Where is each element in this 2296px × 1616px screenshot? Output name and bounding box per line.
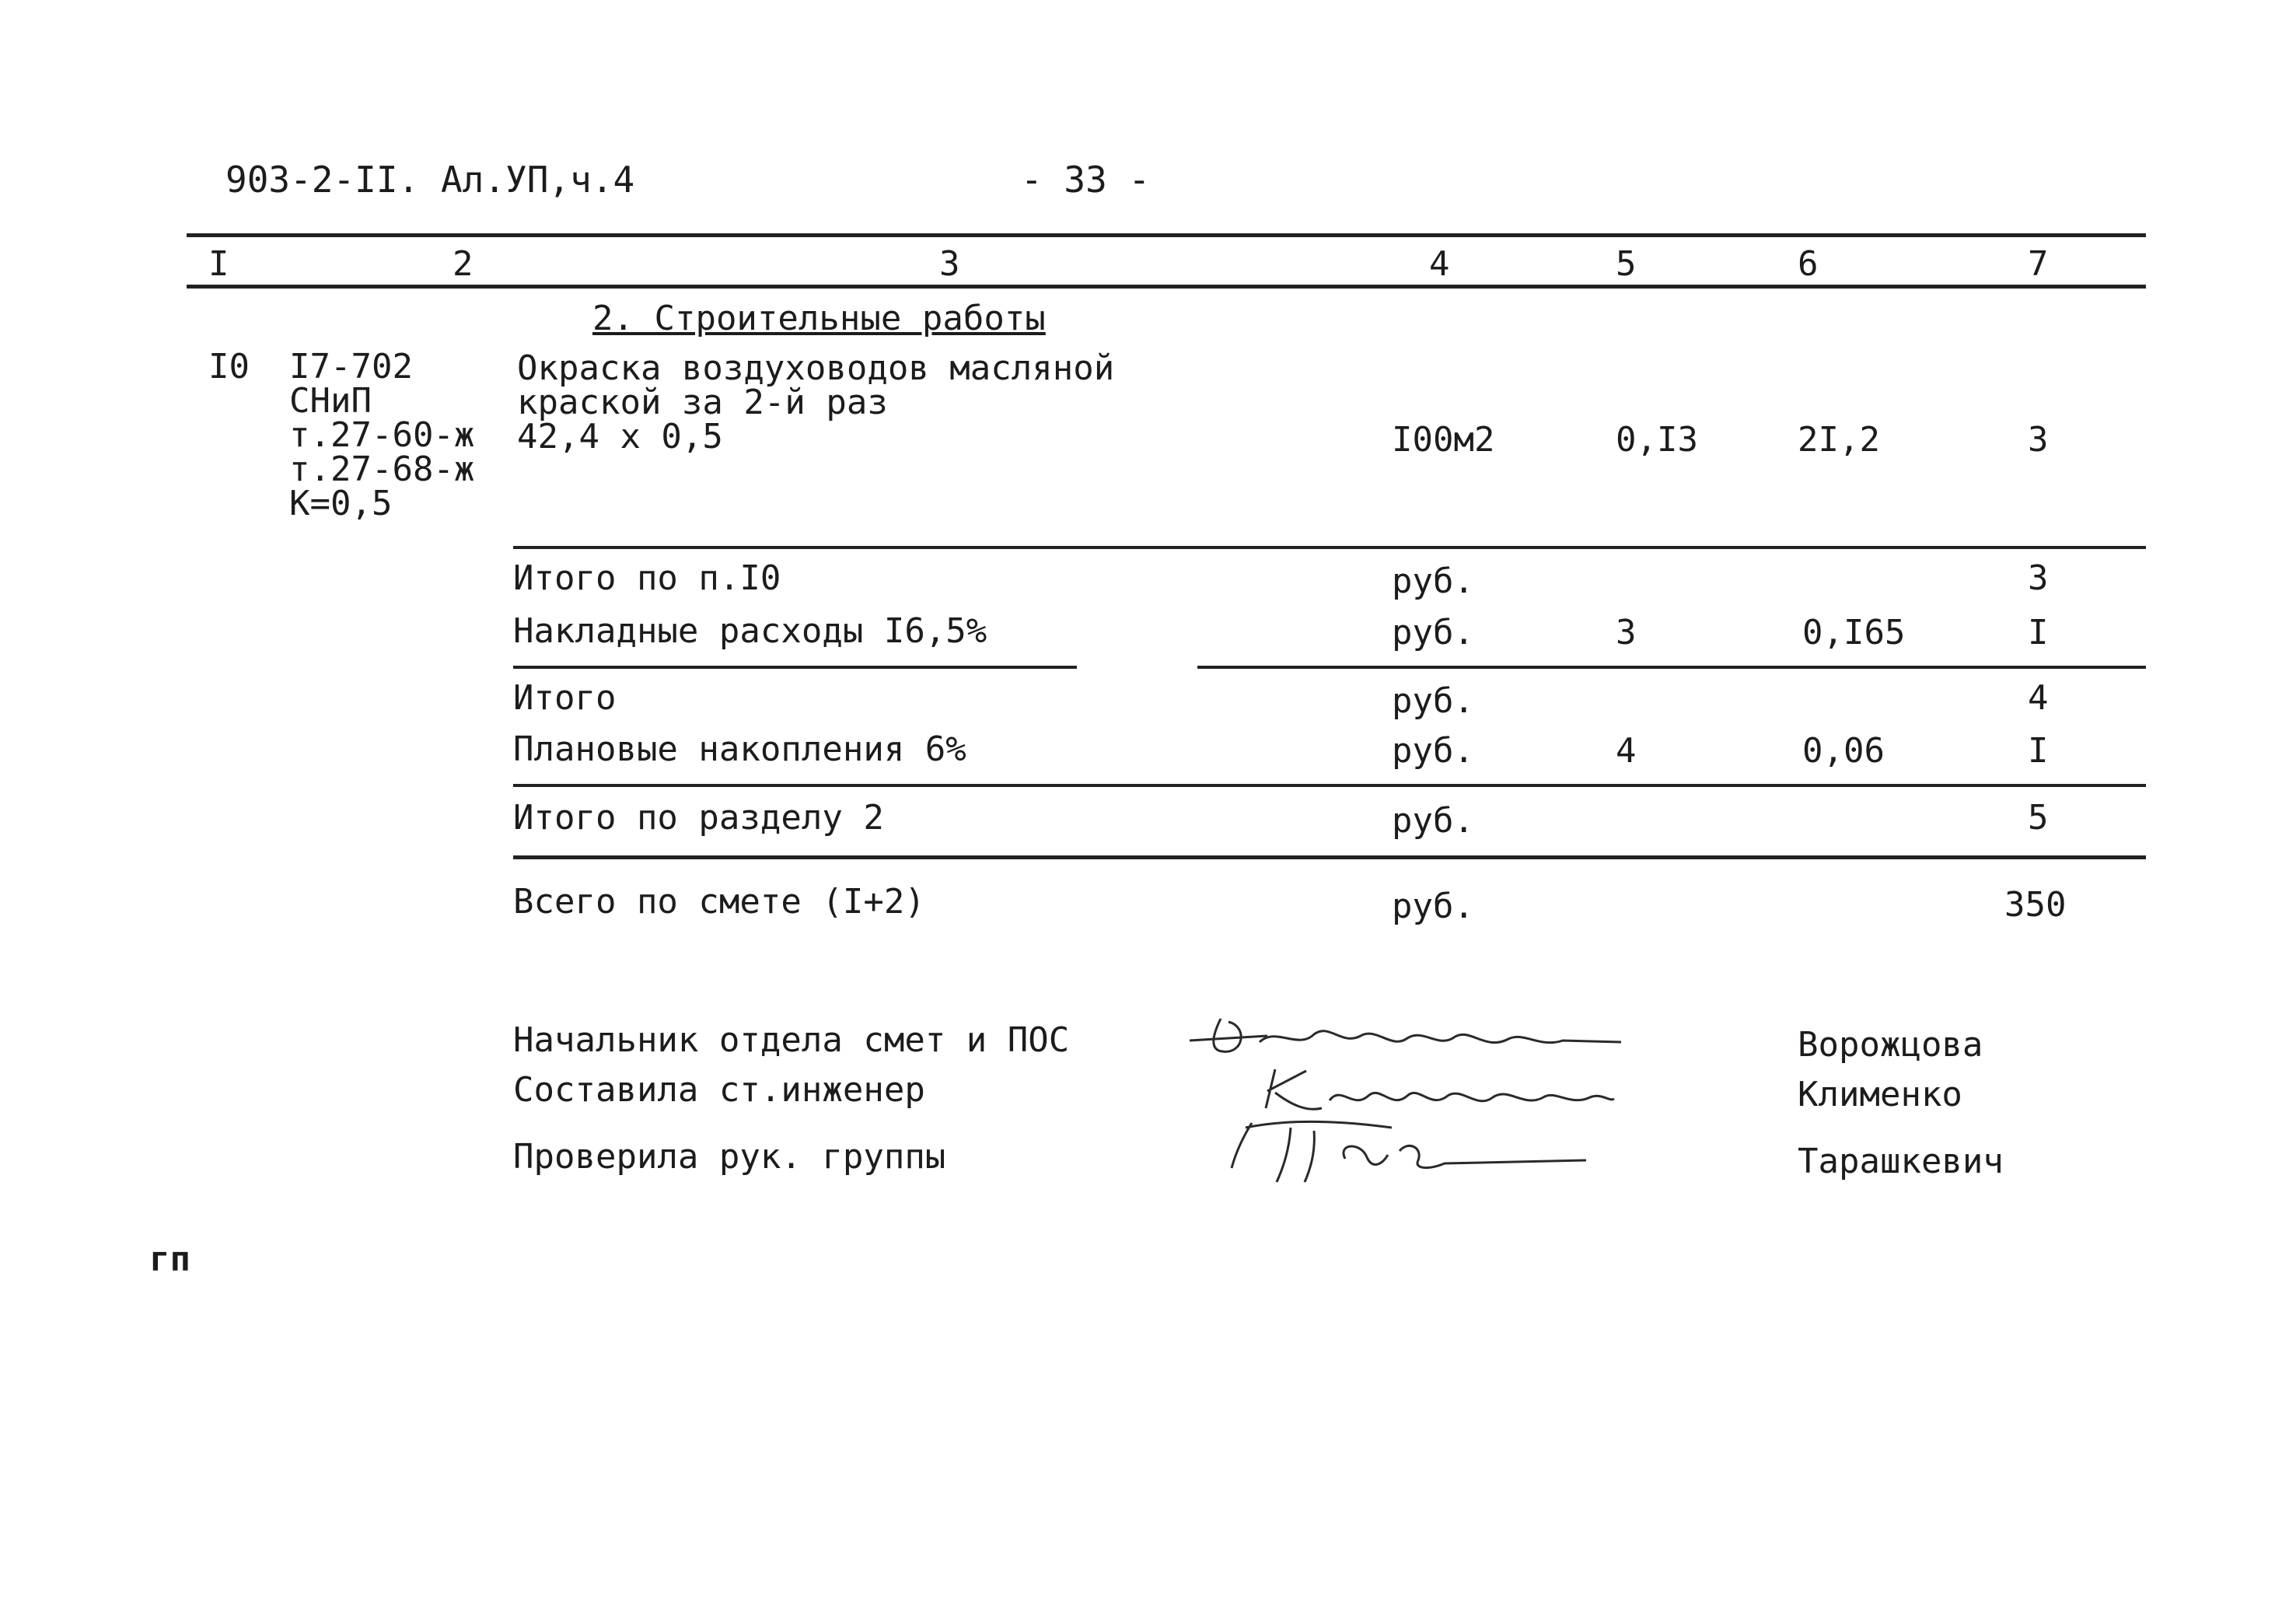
summary-total: 5 (2028, 798, 2049, 838)
grand-total-rule (513, 855, 2146, 859)
item-quantity: 0,I3 (1616, 420, 1698, 460)
footer-mark: гп (149, 1240, 190, 1279)
item-code-line: т.27-60-ж (289, 415, 475, 455)
item-number: I0 (208, 347, 250, 387)
item-end-rule (513, 546, 2146, 549)
summary-total: I (2028, 731, 2049, 771)
summary-unit: руб. (1392, 613, 1474, 652)
summary-unit: руб. (1392, 731, 1474, 771)
subtotal-rule-left (513, 666, 1077, 669)
item-description-line: краской за 2-й раз (517, 383, 888, 422)
signatory-name: Ворожцова (1798, 1025, 1983, 1065)
signatory-role: Начальник отдела смет и ПОС (513, 1020, 1070, 1060)
document-code: 903-2-II. Ал.УП,ч.4 (225, 159, 635, 201)
item-code-line: СНиП (289, 381, 372, 421)
signature-vorozhtsova (1174, 1003, 1625, 1065)
summary-total: I (2028, 613, 2049, 652)
summary-unit: руб. (1392, 801, 1474, 841)
item-code-line: т.27-68-ж (289, 449, 475, 489)
signatory-name: Клименко (1798, 1075, 1962, 1114)
column-header-4: 4 (1429, 244, 1450, 284)
column-header-6: 6 (1798, 244, 1819, 284)
summary-rate: 0,06 (1802, 731, 1885, 771)
summary-unit: руб. (1392, 681, 1474, 721)
column-header-3: 3 (939, 244, 960, 284)
subtotal-rule-right (1197, 666, 2146, 669)
page-number: - 33 - (1021, 159, 1151, 201)
summary-label: Итого по п.I0 (513, 558, 781, 598)
section-title: 2. Строительные работы (592, 299, 1046, 338)
grand-total-label: Всего по смете (I+2) (513, 882, 925, 922)
item-unit: I00м2 (1392, 420, 1495, 460)
column-header-rule (187, 285, 2146, 289)
item-code-line: К=0,5 (289, 484, 393, 523)
summary-total: 3 (2028, 558, 2049, 598)
item-code-line: I7-702 (289, 347, 413, 387)
item-total: 3 (2028, 420, 2049, 460)
summary-base: 4 (1616, 731, 1637, 771)
table-top-rule (187, 233, 2146, 237)
signatory-role: Проверила рук. группы (513, 1137, 946, 1177)
summary-label: Итого (513, 678, 617, 718)
summary-label: Накладные расходы I6,5% (513, 611, 987, 651)
summary-label: Итого по разделу 2 (513, 798, 884, 838)
column-header-2: 2 (453, 244, 474, 284)
item-description-line: Окраска воздуховодов масляной (517, 348, 1115, 388)
item-description-line: 42,4 х 0,5 (517, 417, 723, 456)
summary-total: 4 (2028, 678, 2049, 718)
column-header-1: I (208, 244, 229, 284)
item-unit-price: 2I,2 (1798, 420, 1880, 460)
signatory-name: Тарашкевич (1798, 1142, 2004, 1181)
summary-base: 3 (1616, 613, 1637, 652)
summary-unit: руб. (1392, 561, 1474, 601)
section-total-rule (513, 784, 2146, 787)
grand-total-unit: руб. (1392, 887, 1474, 926)
signatory-role: Составила ст.инженер (513, 1070, 925, 1110)
column-header-5: 5 (1616, 244, 1637, 284)
signature-tarashkevich (1228, 1112, 1602, 1190)
summary-rate: 0,I65 (1802, 613, 1906, 652)
summary-label: Плановые накопления 6% (513, 729, 966, 769)
column-header-7: 7 (2028, 244, 2049, 284)
grand-total-value: 350 (2004, 885, 2067, 925)
